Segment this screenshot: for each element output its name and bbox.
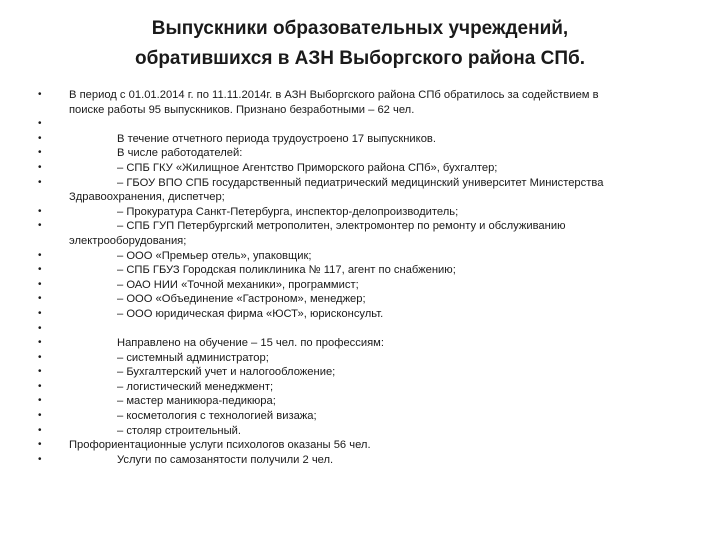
list-item bbox=[38, 146, 688, 161]
title-line-2: обратившихся в АЗН Выборгского района СПб. bbox=[134, 48, 586, 69]
list-item-text: – столяр строительный. bbox=[117, 424, 242, 437]
bullet-icon: • bbox=[38, 147, 42, 159]
list-item-text: – мастер маникюра-педикюра; bbox=[117, 395, 276, 408]
list-item-text: – системный администратор; bbox=[117, 351, 269, 364]
list-item bbox=[38, 132, 688, 147]
list-item-text: Профориентационные услуги психологов оказаны 56 чел. bbox=[69, 439, 371, 452]
list-item bbox=[38, 336, 688, 351]
title-line-1: Выпускники образовательных учреждений, bbox=[151, 18, 569, 39]
bullet-icon: • bbox=[38, 307, 42, 319]
list-item bbox=[38, 394, 688, 409]
list-item-text: В период с 01.01.2014 г. по 11.11.2014г. в АЗН Выборгского района СПб обратилось за содействием в bbox=[69, 89, 599, 101]
bullet-icon: • bbox=[38, 89, 42, 100]
list-item bbox=[38, 380, 688, 395]
list-item bbox=[38, 292, 688, 307]
list-item bbox=[38, 205, 688, 220]
bullet-icon: • bbox=[38, 322, 42, 334]
bullet-icon: • bbox=[38, 337, 42, 349]
list-item-text: – Бухгалтерский учет и налогообложение; bbox=[117, 366, 336, 379]
list-item-text: В числе работодателей: bbox=[117, 147, 243, 160]
list-item bbox=[38, 161, 688, 176]
list-item bbox=[38, 88, 688, 117]
list-item bbox=[38, 365, 688, 380]
list-item-text: – логистический менеджмент; bbox=[117, 380, 274, 393]
bullet-icon: • bbox=[38, 439, 42, 451]
bullet-list bbox=[38, 88, 688, 467]
bullet-icon: • bbox=[38, 249, 42, 261]
bullet-icon: • bbox=[38, 380, 42, 392]
list-item-text: – ООО «Объединение «Гастроном», менеджер; bbox=[117, 293, 366, 306]
bullet-icon: • bbox=[38, 278, 42, 290]
bullet-icon: • bbox=[38, 176, 42, 188]
bullet-icon: • bbox=[38, 366, 42, 378]
bullet-icon: • bbox=[38, 293, 42, 305]
list-item bbox=[38, 351, 688, 366]
list-item bbox=[38, 453, 688, 468]
list-item bbox=[38, 307, 688, 322]
bullet-icon: • bbox=[38, 424, 42, 436]
list-item-text-continued: Здравоохранения, диспетчер; bbox=[69, 191, 225, 204]
list-item bbox=[38, 249, 688, 264]
list-item-text-continued: поиске работы 95 выпускников. Признано безработными – 62 чел. bbox=[69, 103, 415, 116]
bullet-icon: • bbox=[38, 410, 42, 422]
list-item bbox=[38, 424, 688, 439]
empty-list-item bbox=[38, 117, 688, 132]
list-item-text: – косметология с технологией визажа; bbox=[117, 410, 317, 423]
empty-list-item bbox=[38, 322, 688, 337]
bullet-icon: • bbox=[38, 161, 42, 173]
list-item-text: – СПБ ГКУ «Жилищное Агентство Приморского района СПб», бухгалтер; bbox=[117, 161, 498, 174]
slide-title bbox=[60, 14, 660, 74]
list-item-text: – Прокуратура Санкт-Петербурга, инспектор-делопроизводитель; bbox=[117, 205, 459, 218]
bullet-icon: • bbox=[38, 264, 42, 276]
list-item bbox=[38, 219, 688, 248]
list-item-text: – ОАО НИИ «Точной механики», программист; bbox=[117, 278, 359, 291]
list-item bbox=[38, 176, 688, 205]
list-item-text: Услуги по самозанятости получили 2 чел. bbox=[117, 453, 334, 466]
list-item-text-continued: электрооборудования; bbox=[69, 234, 187, 247]
list-item-text: – ООО юридическая фирма «ЮСТ», юрисконсульт. bbox=[117, 307, 384, 320]
bullet-icon: • bbox=[38, 351, 42, 363]
list-item-text: В течение отчетного периода трудоустроено 17 выпускников. bbox=[117, 132, 436, 145]
list-item bbox=[38, 278, 688, 293]
list-item bbox=[38, 438, 688, 453]
bullet-icon: • bbox=[38, 395, 42, 407]
bullet-icon: • bbox=[38, 118, 42, 130]
list-item-text: Направлено на обучение – 15 чел. по профессиям: bbox=[117, 337, 384, 350]
list-item bbox=[38, 263, 688, 278]
list-item bbox=[38, 409, 688, 424]
list-item-text: – СПБ ГБУЗ Городская поликлиника № 117, агент по снабжению; bbox=[117, 264, 456, 277]
bullet-icon: • bbox=[38, 205, 42, 217]
list-item-text: – ООО «Премьер отель», упаковщик; bbox=[117, 249, 312, 262]
bullet-icon: • bbox=[38, 220, 42, 232]
bullet-icon: • bbox=[38, 132, 42, 144]
list-item-text: – ГБОУ ВПО СПБ государственный педиатрический медицинский университет Министерства bbox=[117, 176, 604, 189]
bullet-icon: • bbox=[38, 453, 42, 465]
list-item-text: – СПБ ГУП Петербургский метрополитен, электромонтер по ремонту и обслуживанию bbox=[117, 220, 566, 233]
